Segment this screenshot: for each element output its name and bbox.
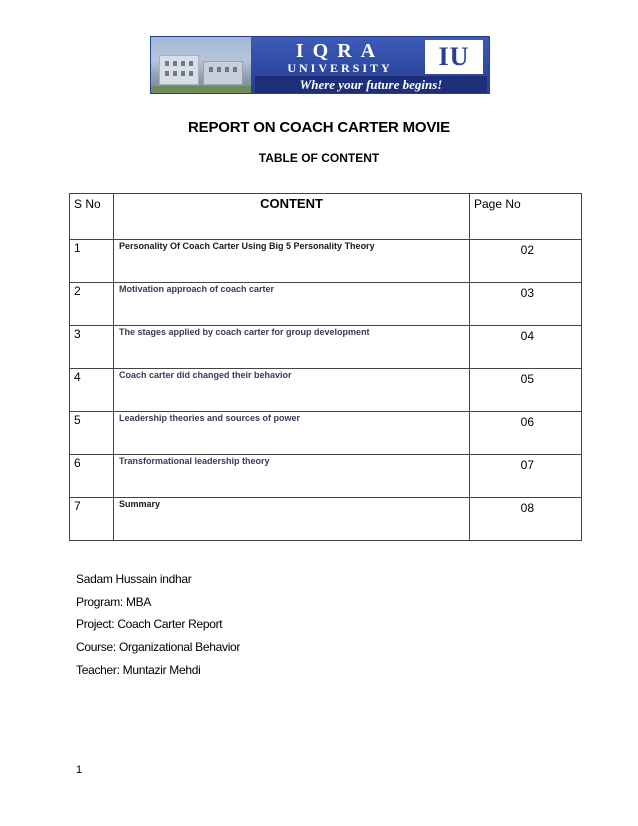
- table-row: [70, 369, 582, 412]
- row-sno: 5: [70, 412, 114, 455]
- page-number: 1: [76, 764, 83, 776]
- course-line: Course: Organizational Behavior: [76, 640, 241, 654]
- iu-logo-mark: IU: [425, 40, 483, 74]
- author-name: Sadam Hussain indhar: [76, 572, 192, 586]
- header-page: Page No: [470, 194, 582, 240]
- row-page: 05: [470, 369, 582, 412]
- row-page: 03: [470, 283, 582, 326]
- table-row: [70, 412, 582, 455]
- table-of-contents: [69, 193, 582, 541]
- program-line: Program: MBA: [76, 595, 152, 609]
- row-content: Summary: [114, 498, 470, 541]
- table-row: [70, 326, 582, 369]
- table-row: [70, 498, 582, 541]
- row-content: Leadership theories and sources of power: [114, 412, 470, 455]
- header-sno: S No: [70, 194, 114, 240]
- table-row: [70, 240, 582, 283]
- row-sno: 4: [70, 369, 114, 412]
- row-content: Personality Of Coach Carter Using Big 5 Personality Theory: [114, 240, 470, 283]
- row-page: 07: [470, 455, 582, 498]
- row-content: The stages applied by coach carter for group development: [114, 326, 470, 369]
- project-line: Project: Coach Carter Report: [76, 617, 223, 631]
- row-page: 08: [470, 498, 582, 541]
- row-page: 04: [470, 326, 582, 369]
- row-page: 02: [470, 240, 582, 283]
- table-header-row: [70, 194, 582, 240]
- report-title: REPORT ON COACH CARTER MOVIE: [188, 119, 450, 136]
- teacher-line: Teacher: Muntazir Mehdi: [76, 663, 201, 677]
- logo-title-iqra: IQRA: [295, 40, 385, 62]
- row-page: 06: [470, 412, 582, 455]
- university-logo-banner: [150, 36, 490, 94]
- campus-photo: [151, 37, 251, 94]
- logo-title-university: UNIVERSITY: [287, 61, 393, 75]
- row-sno: 7: [70, 498, 114, 541]
- row-content: Transformational leadership theory: [114, 455, 470, 498]
- table-row: [70, 455, 582, 498]
- table-row: [70, 283, 582, 326]
- logo-tagline: Where your future begins!: [255, 76, 487, 93]
- toc-title: TABLE OF CONTENT: [258, 151, 380, 165]
- header-content: CONTENT: [114, 194, 470, 240]
- row-content: Motivation approach of coach carter: [114, 283, 470, 326]
- row-sno: 1: [70, 240, 114, 283]
- row-sno: 2: [70, 283, 114, 326]
- row-content: Coach carter did changed their behavior: [114, 369, 470, 412]
- row-sno: 6: [70, 455, 114, 498]
- row-sno: 3: [70, 326, 114, 369]
